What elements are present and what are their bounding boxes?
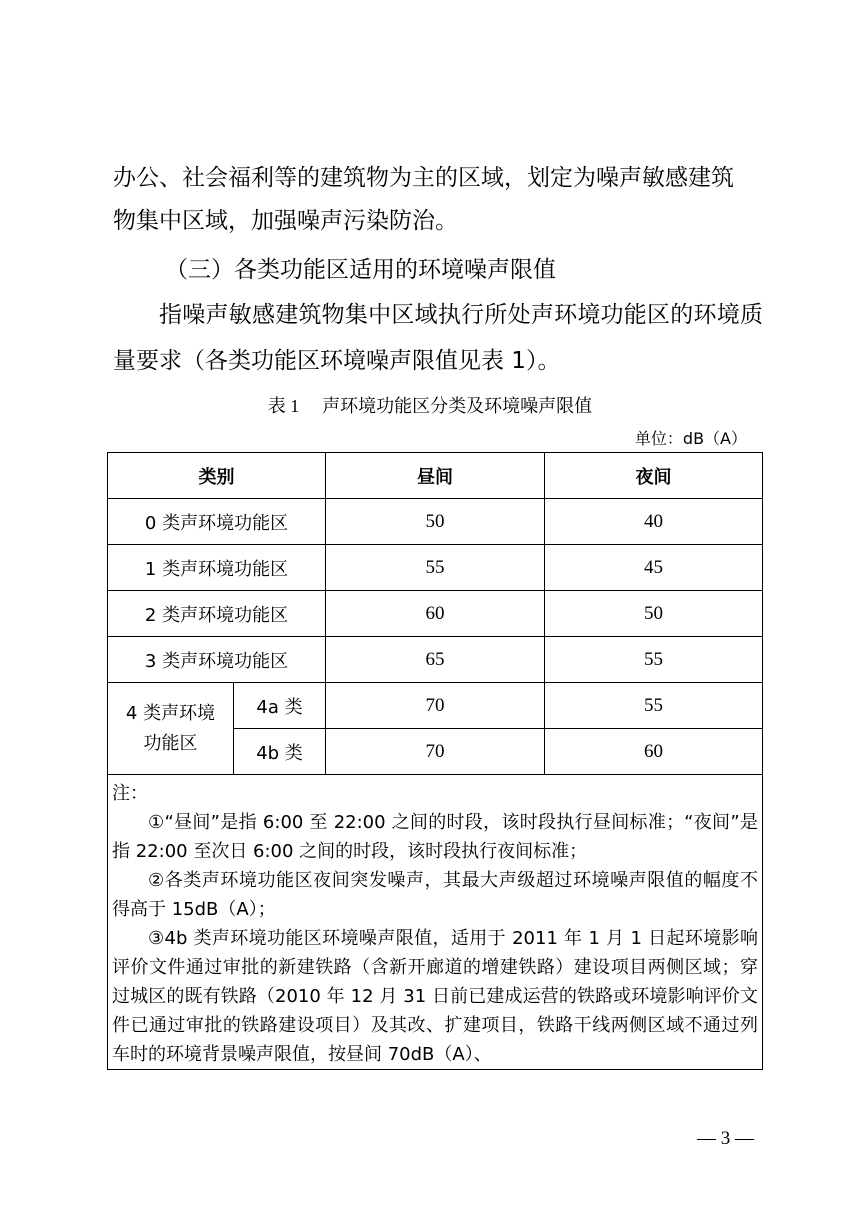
- cell-night: 55: [545, 637, 763, 683]
- table-caption-title: 声环境功能区分类及环境噪声限值: [322, 396, 593, 417]
- cell-subcategory: 4b 类: [234, 729, 326, 775]
- table-header-row: [108, 453, 763, 499]
- cell-night: 50: [545, 591, 763, 637]
- cell-category: 2 类声环境功能区: [108, 591, 326, 637]
- table-row: [108, 637, 763, 683]
- notes-title: 注：: [112, 783, 148, 804]
- cell-day: 70: [326, 729, 545, 775]
- cell-night: 45: [545, 545, 763, 591]
- note-item: ①“昼间”是指 6:00 至 22:00 之间的时段，该时段执行昼间标准；“夜间”是指 22:00 至次日 6:00 之间的时段，该时段执行夜间标准；: [112, 812, 758, 862]
- cell-category-zone4: 4 类声环境功能区: [108, 683, 234, 775]
- page-number: — 3 —: [697, 1128, 754, 1149]
- paragraph-line: 办公、社会福利等的建筑物为主的区域，划定为噪声敏感建筑: [113, 165, 734, 191]
- table-row: [108, 545, 763, 591]
- cell-day: 70: [326, 683, 545, 729]
- cell-day: 60: [326, 591, 545, 637]
- section-heading: （三）各类功能区适用的环境噪声限值: [165, 257, 556, 283]
- header-day: 昼间: [326, 453, 545, 499]
- table-notes-row: [108, 775, 763, 1070]
- table-notes: [108, 775, 763, 1070]
- paragraph-line: 物集中区域，加强噪声污染防治。: [113, 208, 458, 234]
- table-row: [108, 499, 763, 545]
- table-row: [108, 683, 763, 729]
- cell-category: 1 类声环境功能区: [108, 545, 326, 591]
- noise-limit-table: [107, 452, 763, 1070]
- header-night: 夜间: [545, 453, 763, 499]
- cell-day: 65: [326, 637, 545, 683]
- cell-day: 55: [326, 545, 545, 591]
- cell-category: 3 类声环境功能区: [108, 637, 326, 683]
- cell-night: 60: [545, 729, 763, 775]
- table-unit: 单位：dB（A）: [634, 429, 747, 448]
- note-item: ③4b 类声环境功能区环境噪声限值，适用于 2011 年 1 月 1 日起环境影响评价文件通过审批的新建铁路（含新开廊道的增建铁路）建设项目两侧区域；穿过城区的既有铁路（2010 年 12 月 31 日前已建成运营的铁路或环境影响评价文件已通过审批的铁路建设项目）及其改、扩建项目，铁路干线两侧区域不通过列车时的环境背景噪声限值，按昼间 70dB（A）、: [112, 928, 758, 1065]
- cell-night: 40: [545, 499, 763, 545]
- header-category: 类别: [108, 453, 326, 499]
- table-caption: [0, 392, 860, 421]
- table-caption-number: 表 1: [267, 396, 300, 416]
- cell-subcategory: 4a 类: [234, 683, 326, 729]
- cell-category: 0 类声环境功能区: [108, 499, 326, 545]
- paragraph: 指噪声敏感建筑物集中区域执行所处声环境功能区的环境质量要求（各类功能区环境噪声限值见表 1）。: [113, 302, 763, 374]
- note-item: ②各类声环境功能区夜间突发噪声，其最大声级超过环境噪声限值的幅度不得高于 15dB（A）；: [112, 870, 758, 920]
- cell-night: 55: [545, 683, 763, 729]
- table-row: [108, 591, 763, 637]
- cell-day: 50: [326, 499, 545, 545]
